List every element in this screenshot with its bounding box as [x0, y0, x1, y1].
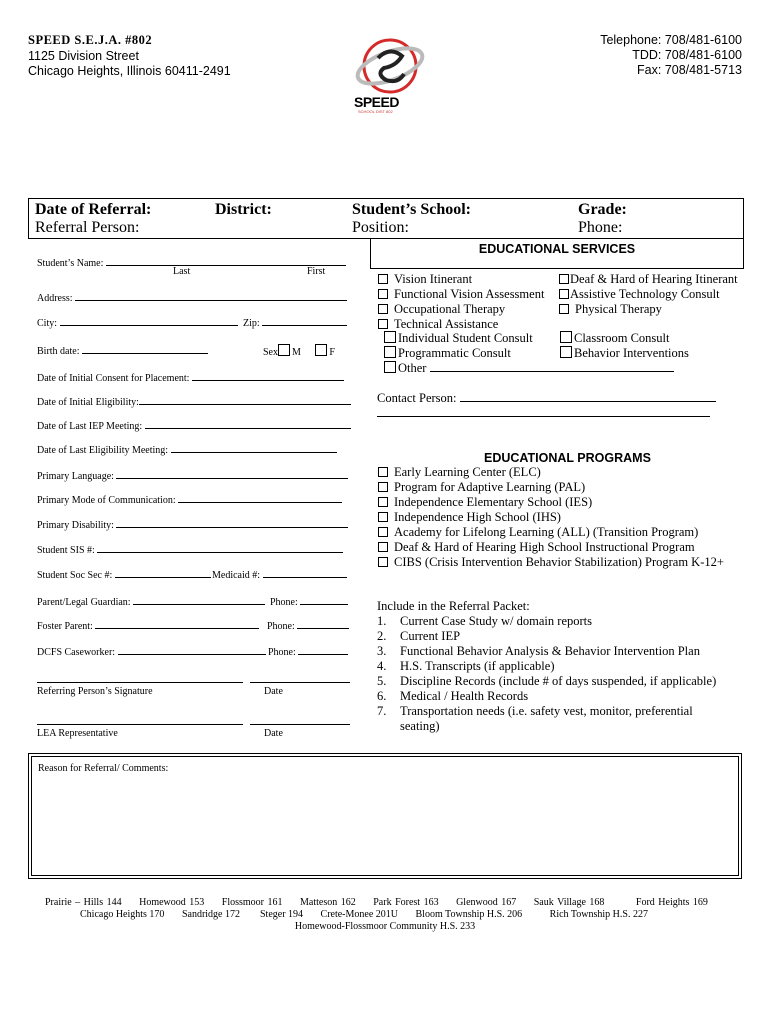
phone-label: Phone:	[578, 219, 623, 236]
service-deaf-hard-hearing[interactable]	[559, 272, 738, 287]
district-name: Crete-Monee 201U	[320, 909, 399, 920]
initial-consent-field[interactable]	[37, 371, 344, 385]
telephone: Telephone: 708/481-6100	[600, 33, 742, 47]
consult-individual-student[interactable]	[384, 331, 533, 346]
students-name-field[interactable]	[37, 256, 346, 270]
district-label: District:	[215, 201, 272, 218]
comments-label: Reason for Referral/ Comments:	[38, 763, 169, 774]
packet-text: Medical / Health Records	[400, 689, 529, 703]
checkbox[interactable]	[378, 557, 388, 567]
foster-phone-label: Phone:	[267, 621, 295, 632]
packet-num: 3.	[377, 644, 387, 658]
city-field[interactable]	[37, 316, 238, 330]
initial-consent-line[interactable]	[192, 371, 344, 381]
checkbox[interactable]	[384, 361, 396, 373]
last-iep-line[interactable]	[145, 419, 351, 429]
fax: Fax: 708/481-5713	[637, 63, 742, 77]
ref-date-line[interactable]	[250, 682, 350, 683]
other-line[interactable]	[430, 361, 674, 372]
educational-programs-title: EDUCATIONAL PROGRAMS	[484, 451, 651, 465]
guardian-phone-line[interactable]	[300, 595, 348, 605]
program-cibs[interactable]	[378, 555, 724, 570]
district-name: Steger 194	[259, 909, 304, 920]
foster-phone-field[interactable]	[267, 619, 349, 633]
address-label: Address:	[37, 293, 73, 304]
service-label: Physical Therapy	[575, 302, 662, 316]
consult-label: Behavior Interventions	[574, 346, 689, 360]
foster-line[interactable]	[95, 619, 259, 629]
packet-item	[377, 659, 555, 674]
program-dhh-hs[interactable]	[378, 540, 695, 555]
last-iep-field[interactable]	[37, 419, 351, 433]
dcfs-label: DCFS Caseworker:	[37, 647, 116, 658]
checkbox[interactable]	[560, 331, 572, 343]
program-all[interactable]	[378, 525, 698, 540]
district-name: Park Forest 163	[373, 897, 439, 908]
district-name: Prairie – Hills 144	[45, 897, 122, 908]
service-other[interactable]	[384, 361, 674, 376]
district-name: Sauk Village 168	[533, 897, 605, 908]
contact-person-label: Contact Person:	[377, 391, 457, 405]
logo-text: SPEED	[354, 94, 399, 110]
service-label: Occupational Therapy	[394, 302, 506, 316]
primary-language-field[interactable]	[37, 469, 348, 483]
guardian-phone-field[interactable]	[270, 595, 348, 609]
service-label: Functional Vision Assessment	[394, 287, 545, 301]
packet-num: 4.	[377, 659, 387, 673]
district-name: Bloom Township H.S. 206	[415, 909, 523, 920]
org-name: SPEED S.E.J.A. #802	[28, 33, 153, 47]
consult-label: Classroom Consult	[574, 331, 670, 345]
program-label: Independence High School (IHS)	[394, 510, 561, 524]
service-technical-assistance[interactable]	[378, 317, 498, 332]
checkbox[interactable]	[378, 289, 388, 299]
students-school-label: Student’s School:	[352, 201, 471, 218]
checkbox[interactable]	[378, 467, 388, 477]
zip-line[interactable]	[262, 316, 347, 326]
guardian-label: Parent/Legal Guardian:	[37, 597, 131, 608]
lea-signature-line[interactable]	[37, 724, 243, 725]
sex-m-checkbox[interactable]	[278, 344, 290, 356]
checkbox[interactable]	[378, 274, 388, 284]
district-name: Glenwood 167	[456, 897, 517, 908]
primary-mode-field[interactable]	[37, 493, 342, 507]
tdd: TDD: 708/481-6100	[632, 48, 742, 62]
service-assistive-tech[interactable]	[559, 287, 720, 302]
logo-subtext: SCHOOL DIST 802	[358, 109, 393, 114]
services-box-bottom	[370, 268, 744, 269]
ref-date-caption: Date	[264, 686, 283, 697]
packet-text: Transportation needs (i.e. safety vest, monitor, preferential	[400, 704, 693, 718]
student-soc-field[interactable]	[37, 568, 211, 582]
last-eligibility-line[interactable]	[171, 443, 337, 453]
city-label: City:	[37, 318, 58, 329]
consult-label: Individual Student Consult	[398, 331, 533, 345]
checkbox[interactable]	[378, 512, 388, 522]
checkbox[interactable]	[378, 542, 388, 552]
program-elc[interactable]	[378, 465, 541, 480]
lea-date-line[interactable]	[250, 724, 350, 725]
packet-text: Current Case Study w/ domain reports	[400, 614, 592, 628]
students-name-label: Student’s Name:	[37, 258, 104, 269]
guardian-phone-label: Phone:	[270, 597, 298, 608]
sex-f-checkbox[interactable]	[315, 344, 327, 356]
district-name: Homewood 153	[139, 897, 205, 908]
last-caption: Last	[173, 266, 191, 277]
primary-language-line[interactable]	[116, 469, 348, 479]
checkbox[interactable]	[378, 527, 388, 537]
birth-date-line[interactable]	[82, 344, 208, 354]
lea-date-caption: Date	[264, 728, 283, 739]
packet-num: 1.	[377, 614, 387, 628]
foster-field[interactable]	[37, 619, 259, 633]
packet-item	[377, 689, 528, 704]
checkbox[interactable]	[378, 304, 388, 314]
primary-language-label: Primary Language:	[37, 471, 114, 482]
last-eligibility-field[interactable]	[37, 443, 337, 457]
consult-behavior-interventions[interactable]	[560, 346, 689, 361]
birth-date-label: Birth date:	[37, 346, 80, 357]
service-label: Assistive Technology Consult	[570, 287, 720, 301]
footer-line-2	[80, 909, 648, 921]
dcfs-phone-line[interactable]	[298, 645, 348, 655]
referral-packet-title: Include in the Referral Packet:	[377, 599, 530, 613]
district-name: Ford Heights 169	[635, 897, 708, 908]
service-physical-therapy[interactable]	[559, 302, 662, 317]
primary-disability-line[interactable]	[116, 518, 348, 528]
footer-line-1	[45, 897, 708, 909]
checkbox[interactable]	[384, 331, 396, 343]
packet-item-7-cont: seating)	[400, 719, 440, 733]
top-table-border-left	[28, 198, 29, 239]
foster-phone-line[interactable]	[297, 619, 349, 629]
top-table-border-right	[743, 198, 744, 269]
program-ies[interactable]	[378, 495, 592, 510]
top-table-border-top	[28, 198, 744, 199]
last-iep-label: Date of Last IEP Meeting:	[37, 421, 143, 432]
position-label: Position:	[352, 219, 409, 236]
educational-services-title: EDUCATIONAL SERVICES	[478, 242, 636, 256]
medicaid-field[interactable]	[212, 568, 347, 582]
date-of-referral-label: Date of Referral:	[35, 201, 152, 218]
checkbox[interactable]	[559, 274, 569, 284]
program-label: CIBS (Crisis Intervention Behavior Stabilization) Program K-12+	[394, 555, 724, 569]
student-sis-label: Student SIS #:	[37, 545, 95, 556]
program-ihs[interactable]	[378, 510, 561, 525]
service-label: Deaf & Hard of Hearing Itinerant	[570, 272, 738, 286]
consult-programmatic[interactable]	[384, 346, 511, 361]
packet-num: 5.	[377, 674, 387, 688]
dcfs-phone-label: Phone:	[268, 647, 296, 658]
checkbox[interactable]	[378, 497, 388, 507]
packet-text: Functional Behavior Analysis & Behavior Intervention Plan	[400, 644, 700, 658]
sex-m-label: M	[292, 347, 301, 358]
zip-field[interactable]	[243, 316, 347, 330]
program-label: Program for Adaptive Learning (PAL)	[394, 480, 586, 494]
other-label: Other	[398, 361, 427, 375]
packet-item	[377, 629, 460, 644]
students-name-line[interactable]	[106, 256, 346, 266]
checkbox[interactable]	[378, 319, 388, 329]
speed-logo	[340, 32, 440, 122]
program-label: Independence Elementary School (IES)	[394, 495, 593, 509]
grade-label: Grade:	[578, 201, 627, 218]
program-label: Academy for Lifelong Learning (ALL) (Transition Program)	[394, 525, 699, 539]
checkbox[interactable]	[560, 346, 572, 358]
primary-disability-field[interactable]	[37, 518, 348, 532]
guardian-field[interactable]	[37, 595, 265, 609]
primary-mode-label: Primary Mode of Communication:	[37, 495, 176, 506]
packet-text: H.S. Transcripts (if applicable)	[400, 659, 555, 673]
district-name: Rich Township H.S. 227	[549, 909, 648, 920]
initial-eligibility-label: Date of Initial Eligibility:	[37, 397, 139, 408]
first-caption: First	[307, 266, 326, 277]
initial-eligibility-line[interactable]	[139, 395, 351, 405]
district-name: Sandridge 172	[181, 909, 240, 920]
student-soc-label: Student Soc Sec #:	[37, 570, 113, 581]
ref-signature-caption: Referring Person’s Signature	[37, 686, 153, 697]
city-line[interactable]	[60, 316, 238, 326]
contact-person-line[interactable]	[460, 391, 716, 402]
dcfs-phone-field[interactable]	[268, 645, 348, 659]
packet-text: Current IEP	[400, 629, 461, 643]
program-label: Early Learning Center (ELC)	[394, 465, 541, 479]
referral-person-label: Referral Person:	[35, 219, 140, 236]
zip-label: Zip:	[243, 318, 260, 329]
initial-consent-label: Date of Initial Consent for Placement:	[37, 373, 190, 384]
dcfs-line[interactable]	[118, 645, 266, 655]
dcfs-field[interactable]	[37, 645, 266, 659]
birth-date-field[interactable]	[37, 344, 208, 358]
sex-label: Sex	[263, 347, 278, 358]
packet-num: 6.	[377, 689, 387, 703]
medicaid-label: Medicaid #:	[212, 570, 261, 581]
consult-label: Programmatic Consult	[398, 346, 511, 360]
last-eligibility-label: Date of Last Eligibility Meeting:	[37, 445, 169, 456]
program-pal[interactable]	[378, 480, 585, 495]
primary-disability-label: Primary Disability:	[37, 520, 114, 531]
student-sis-field[interactable]	[37, 543, 343, 557]
packet-num: 7.	[377, 704, 387, 718]
district-name: Flossmoor 161	[221, 897, 283, 908]
address-field[interactable]	[37, 291, 347, 305]
address-line-2: Chicago Heights, Illinois 60411-2491	[28, 64, 231, 78]
foster-label: Foster Parent:	[37, 621, 93, 632]
ref-signature-line[interactable]	[37, 682, 243, 683]
contact-person-line-2[interactable]	[377, 416, 710, 417]
primary-mode-line[interactable]	[178, 493, 342, 503]
packet-num: 2.	[377, 629, 387, 643]
medicaid-line[interactable]	[263, 568, 347, 578]
service-label: Technical Assistance	[394, 317, 499, 331]
address-line[interactable]	[75, 291, 347, 301]
checkbox[interactable]	[559, 304, 569, 314]
footer-line-3: Homewood-Flossmoor Community H.S. 233	[294, 921, 476, 932]
service-vision-itinerant[interactable]	[378, 272, 472, 287]
service-occupational-therapy[interactable]	[378, 302, 505, 317]
sex-f-label: F	[329, 347, 335, 358]
service-functional-vision[interactable]	[378, 287, 544, 302]
packet-item	[377, 614, 592, 629]
packet-item	[377, 644, 700, 659]
lea-rep-caption: LEA Representative	[37, 728, 118, 739]
district-name: Chicago Heights 170	[80, 909, 165, 920]
address-line-1: 1125 Division Street	[28, 49, 139, 63]
initial-eligibility-field[interactable]	[37, 395, 351, 409]
sex-field	[263, 344, 335, 359]
district-name: Matteson 162	[300, 897, 356, 908]
consult-classroom[interactable]	[560, 331, 670, 346]
packet-item	[377, 674, 716, 689]
packet-item	[377, 704, 693, 719]
student-sis-line[interactable]	[97, 543, 343, 553]
checkbox[interactable]	[384, 346, 396, 358]
service-label: Vision Itinerant	[394, 272, 473, 286]
checkbox[interactable]	[378, 482, 388, 492]
packet-text: Discipline Records (include # of days suspended, if applicable)	[400, 674, 717, 688]
program-label: Deaf & Hard of Hearing High School Instructional Program	[394, 540, 695, 554]
checkbox[interactable]	[559, 289, 569, 299]
contact-person-field[interactable]	[377, 391, 716, 406]
guardian-line[interactable]	[133, 595, 265, 605]
top-table-border-bottom	[28, 238, 744, 239]
student-soc-line[interactable]	[115, 568, 211, 578]
